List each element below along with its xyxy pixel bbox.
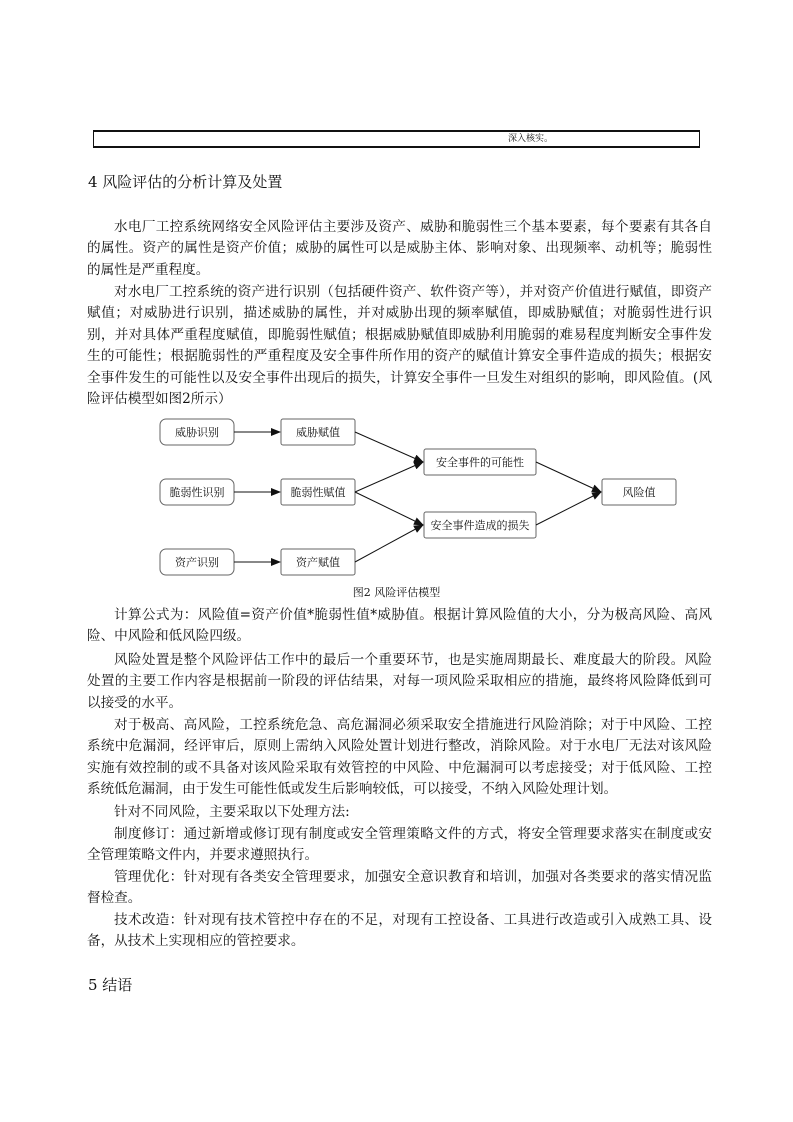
paragraph: 技术改造：针对现有技术管控中存在的不足，对现有工控设备、工具进行改造或引入成熟工具、设备，从技术上实现相应的管控要求。 [87,912,712,950]
arrow-threat-likelihood [355,432,423,462]
arrow-loss-risk [536,492,601,525]
node-threat-value: 威胁赋值 [296,426,340,439]
table-fragment [93,130,700,150]
node-asset-value: 资产赋值 [296,556,340,569]
node-vuln-value: 脆弱性赋值 [290,486,346,499]
arrow-asset-loss [355,525,423,562]
table-cell-text: 深入核实。 [508,134,554,144]
risk-assessment-diagram [150,412,690,584]
paragraph: 水电厂工控系统网络安全风险评估主要涉及资产、威胁和脆弱性三个基本要素，每个要素有其各自的属性。资产的属性是资产价值；威胁的属性可以是威胁主体、影响对象、出现频率、动机等；脆弱性的属性是严重程度。 [87,219,712,278]
paragraph: 风险处置是整个风险评估工作中的最后一个重要环节，也是实施周期最长、难度最大的阶段。风险处置的主要工作内容是根据前一阶段的评估结果，对每一项风险采取相应的措施，最终将风险降低到可以接受的水平。 [87,652,712,711]
node-loss: 安全事件造成的损失 [430,519,530,532]
paragraph: 对于极高、高风险，工控系统危急、高危漏洞必须采取安全措施进行风险消除；对于中风险、工控系统中危漏洞，经评审后，原则上需纳入风险处置计划进行整改，消除风险。对于水电厂无法对该风险实施有效控制的或不具备对该风险采取有效管控的中风险、中危漏洞可以考虑接受；对于低风险、工控系统低危漏洞，由于发生可能性低或发生后影响较低，可以接受，不纳入风险处理计划。 [87,717,712,798]
arrow-likelihood-risk [536,462,601,492]
paragraph: 计算公式为：风险值=资产价值*脆弱性值*威胁值。根据计算风险值的大小，分为极高风险、高风险、中风险和低风险四级。 [87,607,712,645]
arrow-vuln-loss [355,492,423,525]
table-rule-top [93,130,700,132]
paragraph: 针对不同风险，主要采取以下处理方法: [114,804,350,820]
node-threat-identify: 威胁识别 [175,426,219,439]
table-border-right [699,132,700,146]
section-4-heading: 4 风险评估的分析计算及处置 [88,173,283,191]
paragraph: 对水电厂工控系统的资产进行识别（包括硬件资产、软件资产等），并对资产价值进行赋值，即资产赋值；对威胁进行识别，描述威胁的属性，并对威胁出现的频率赋值，即威胁赋值；对脆弱性进行识别，并对具体严重程度赋值，即脆弱性赋值；根据威胁赋值即威胁利用脆弱的难易程度判断安全事件发生的可能性；根据脆弱性的严重程度及安全事件所作用的资产的赋值计算安全事件造成的损失；根据安全事件发生的可能性以及安全事件出现后的损失，计算安全事件一旦发生对组织的影响，即风险值。(风险评估模型如图2所示） [87,284,712,408]
figure-caption: 图2 风险评估模型 [352,586,441,599]
section-5-heading: 5 结语 [88,976,133,994]
table-border-left [93,132,94,146]
node-asset-identify: 资产识别 [175,556,219,569]
paragraph: 制度修订：通过新增或修订现有制度或安全管理策略文件的方式，将安全管理要求落实在制度或安全管理策略文件内，并要求遵照执行。 [87,826,712,864]
node-vuln-identify: 脆弱性识别 [169,486,225,499]
arrow-vuln-likelihood [355,462,423,492]
node-risk-value: 风险值 [622,486,656,499]
table-rule-bottom [93,146,700,148]
paragraph: 管理优化：针对现有各类安全管理要求，加强安全意识教育和培训，加强对各类要求的落实情况监督检查。 [87,869,712,907]
node-likelihood: 安全事件的可能性 [436,456,524,469]
